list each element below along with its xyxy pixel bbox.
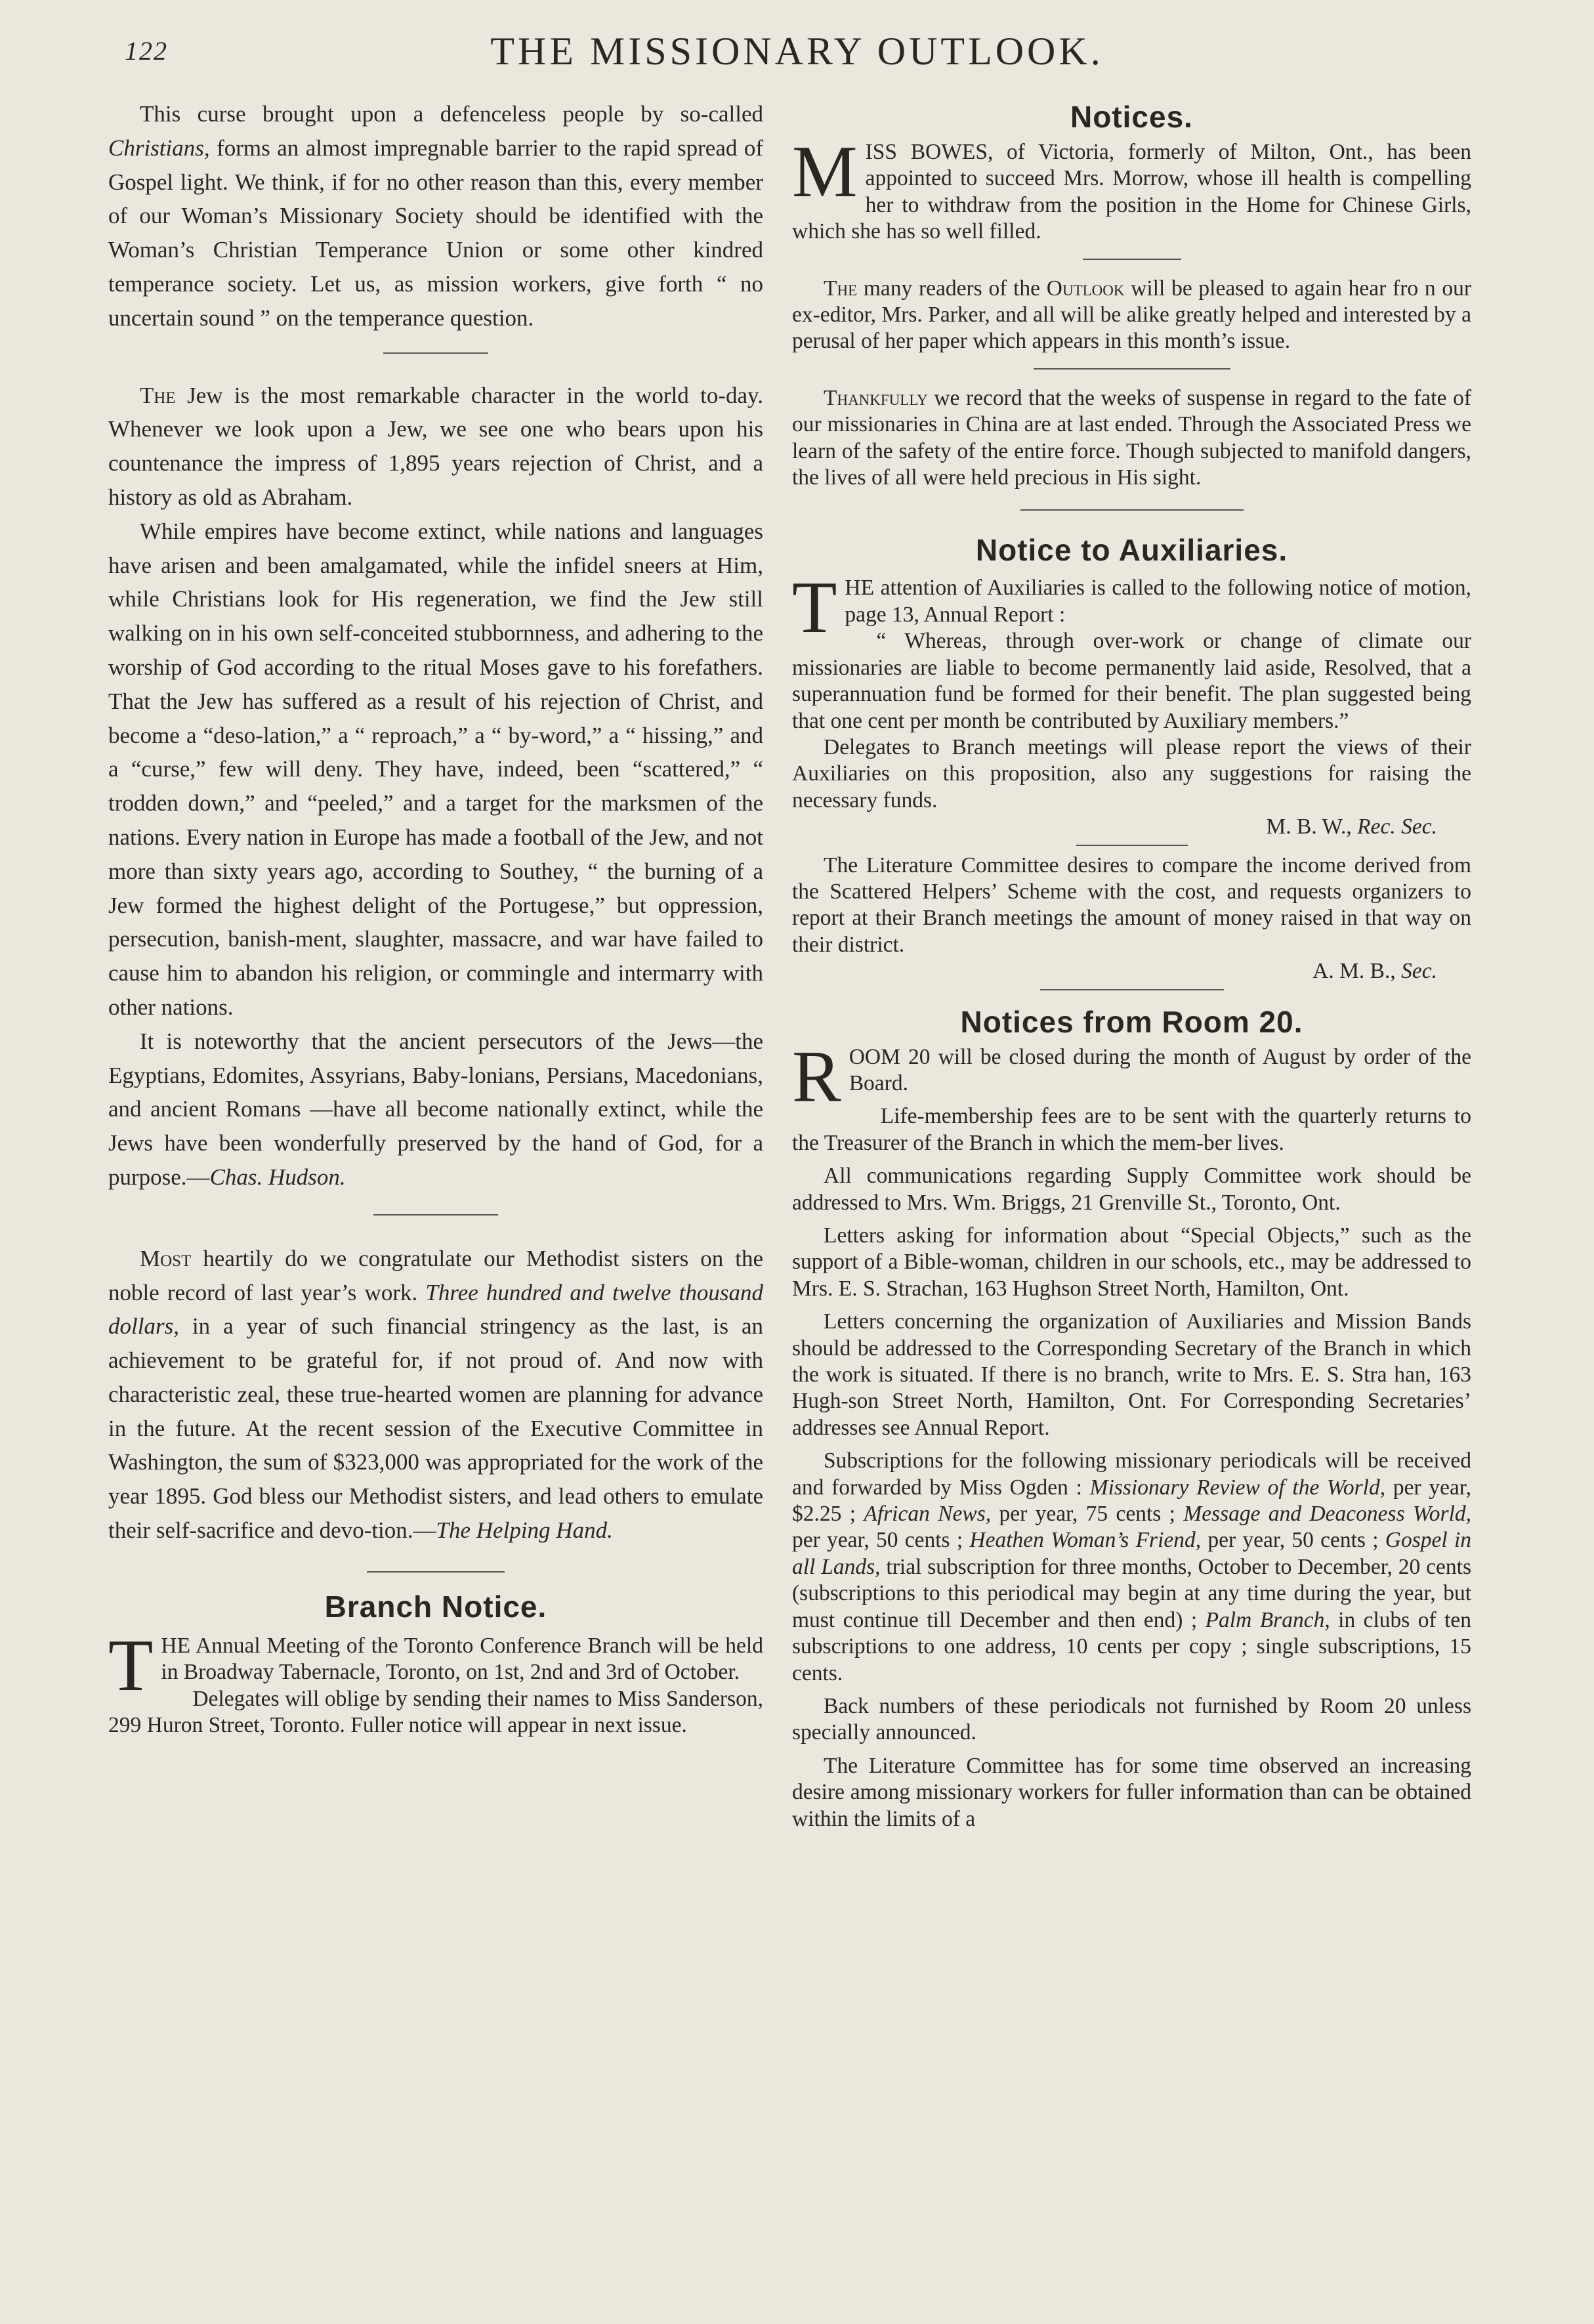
jew-paragraph-2: While empires have become extinct, while nations and languages have arisen and been amalgamated, while the infidel sneers at Him, while Christians look for His regeneration, we find the Jew still walking on in his own self-conceited stubbornness, and adhering to the worship of God according to the ritual Moses gave to his forefathers. That the Jew has suffered as a result of his rejection of Christ, and become a “deso-lation,” a “ reproach,” a “ by-word,” a “ hissing,” and a “curse,” few will deny. They have, indeed, been “scattered,” “ trodden down,” and “peeled,” and a target for the marksmen of the nations. Every nation in Europe has made a football of the Jew, and not more than sixty years ago, according to Southey, “ the burning of a Jew formed the highest delight of the Portugese,” but oppression, persecution, banish-ment, slaughter, massacre, and war have failed to cause him to abandon his religion, or commingle and intermarry with other nations. [108,518,763,1020]
auxiliaries-paragraph-1: THE attention of Auxiliaries is called to the following notice of motion, page 13, Annual Report : [792,567,1471,649]
room20-paragraph-4: Letters asking for information about “Special Objects,” such as the support of a Bible-woman, children in our schools, etc., may be addressed to Mrs. E. S. Strachan, 163 Hughson Street North, Hamilton, Ont. [792,1223,1471,1301]
notices-paragraph-3: Thankfully we record that the weeks of suspense in regard to the fate of our missionaries in China are at last ended. Through the Associated Press we learn of the safety of the entire force. Though subjected to manifold dangers, the lives of all were held precious in His sight. [792,385,1471,490]
room20-paragraph-6: Subscriptions for the following missionary periodicals will be received and forwarded by Miss Ogden : Missionary Review of the World, per year, $2.25 ; African News, per year, 75 cents ; Message and Deaconess World, per year, 50 cents ; Heathen Woman’s Friend, per year, 50 cents ; Gospel in all Lands, trial subscription for three months, October to December, 20 cents (subscriptions to this periodical may begin at any time during the year, but must continue till December and then end) ; Palm Branch, in clubs of ten subscriptions to one address, 10 cents per copy ; single subscriptions, 15 cents. [792,1448,1472,1685]
right-column [792,97,1471,1832]
drop-cap: R [792,1036,841,1118]
auxiliaries-paragraph-4: The Literature Committee desires to compare the income derived from the Scattered Helpers’ Scheme with the cost, and requests organizers to report at their Branch meetings the amount of money raised in that way on their district. [792,853,1471,957]
jew-paragraph-1: The Jew is the most remarkable character in the world to-day. Whenever we look upon a Jew, we see one who bears upon his countenance the impress of 1,895 years rejection of Christ, and a history as old as Abraham. [108,382,763,510]
section-divider [1040,989,1224,990]
notices-heading: Notices. [1070,100,1193,134]
branch-notice-heading: Branch Notice. [324,1589,547,1624]
page-number: 122 [125,36,168,66]
room20-heading: Notices from Room 20. [960,1004,1303,1039]
left-column [108,97,763,1739]
section-divider [383,352,488,354]
auxiliaries-heading: Notice to Auxiliaries. [975,533,1288,568]
temperance-paragraph: This curse brought upon a defenceless people by so-called Christians, forms an almost impregnable barrier to the rapid spread of Gospel light. We think, if for no other reason than this, every member of our Woman’s Missionary Society should be identified with the Woman’s Christian Temperance Union or some other kindred temperance society. Let us, as mission workers, give forth “ no uncertain sound ” on the temperance question. [108,101,763,331]
running-title: THE MISSIONARY OUTLOOK. [490,30,1104,73]
auxiliaries-signature-2: A. M. B., Sec. [1312,959,1437,984]
methodist-attribution: The Helping Hand. [436,1517,613,1544]
section-divider [373,1214,498,1215]
section-divider [1034,368,1230,370]
section-divider [1083,259,1181,260]
drop-cap: T [108,1624,154,1706]
room20-paragraph-5: Letters concerning the organization of Auxiliaries and Mission Bands should be addressed to the Corresponding Secretary of the Branch in which the work is situated. If there is no branch, write to Mrs. E. S. Stra han, 163 Hugh-son Street North, Hamilton, Ont. For Corresponding Secretaries’ addresses see Annual Report. [792,1309,1471,1440]
room20-paragraph-1: ROOM 20 will be closed during the month of August by order of the Board. [792,1036,1471,1118]
section-divider [367,1571,505,1573]
auxiliaries-quote: “ Whereas, through over-work or change of climate our missionaries are liable to become permanently laid aside, Resolved, that a superannuation fund be formed for their benefit. The plan suggested being that one cent per month be contributed by Auxiliary members.” [792,629,1471,733]
notices-paragraph-1: MISS BOWES, of Victoria, formerly of Milton, Ont., has been appointed to succeed Mrs. Morrow, whose ill health is compelling her to withdraw from the position in the Home for Chinese Girls, which she has so well filled. [792,131,1471,244]
notices-paragraph-2: The many readers of the Outlook will be pleased to again hear fro n our ex-editor, Mrs. Parker, and all will be alike greatly helped and interested by a perusal of her paper which appears in this month’s issue. [792,276,1471,354]
room20-paragraph-2: Life-membership fees are to be sent with the quarterly returns to the Treasurer of the Branch in which the mem-ber lives. [792,1104,1471,1155]
branch-notice-paragraph-1: THE Annual Meeting of the Toronto Conference Branch will be held in Broadway Tabernacle, Toronto, on 1st, 2nd and 3rd of October. [108,1624,763,1706]
auxiliaries-paragraph-3: Delegates to Branch meetings will please report the views of their Auxiliaries on this proposition, also any suggestions for raising the necessary funds. [792,734,1471,813]
drop-cap: T [792,567,837,649]
drop-cap: M [792,131,858,213]
branch-notice-body [108,1624,763,1739]
room20-paragraph-8: The Literature Committee has for some time observed an increasing desire among missionary workers for fuller information than can be obtained within the limits of a [792,1753,1471,1831]
room20-paragraph-7: Back numbers of these periodicals not furnished by Room 20 unless specially announced. [792,1693,1471,1745]
branch-notice-paragraph-2: Delegates will oblige by sending their names to Miss Sanderson, 299 Huron Street, Toronto. Fuller notice will appear in next issue. [108,1686,763,1738]
section-divider [1020,509,1244,511]
jew-attribution: Chas. Hudson. [209,1164,346,1190]
room20-paragraph-3: All communications regarding Supply Committee work should be addressed to Mrs. Wm. Briggs, 21 Grenville St., Toronto, Ont. [792,1164,1471,1215]
section-divider [1076,845,1188,846]
auxiliaries-signature-1: M. B. W., Rec. Sec. [1266,814,1437,839]
methodist-paragraph: Most heartily do we congratulate our Methodist sisters on the noble record of last year’s work. Three hundred and twelve thousand dollars, in a year of such financial stringency as the last, is an achievement to be grateful for, if not proud of. And now with characteristic zeal, these true-hearted women are planning for advance in the future. At the recent session of the Executive Committee in Washington, the sum of $323,000 was appropriated for the work of the year 1895. God bless our Methodist sisters, and lead others to emulate their self-sacrifice and devo-tion.—The Helping Hand. [108,1245,763,1544]
jew-paragraph-3: It is noteworthy that the ancient persecutors of the Jews—the Egyptians, Edomites, Assyrians, Baby-lonians, Persians, Macedonians, and ancient Romans —have all become nationally extinct, while the Jews have been wonderfully preserved by the hand of God, for a purpose.—Chas. Hudson. [108,1028,763,1190]
